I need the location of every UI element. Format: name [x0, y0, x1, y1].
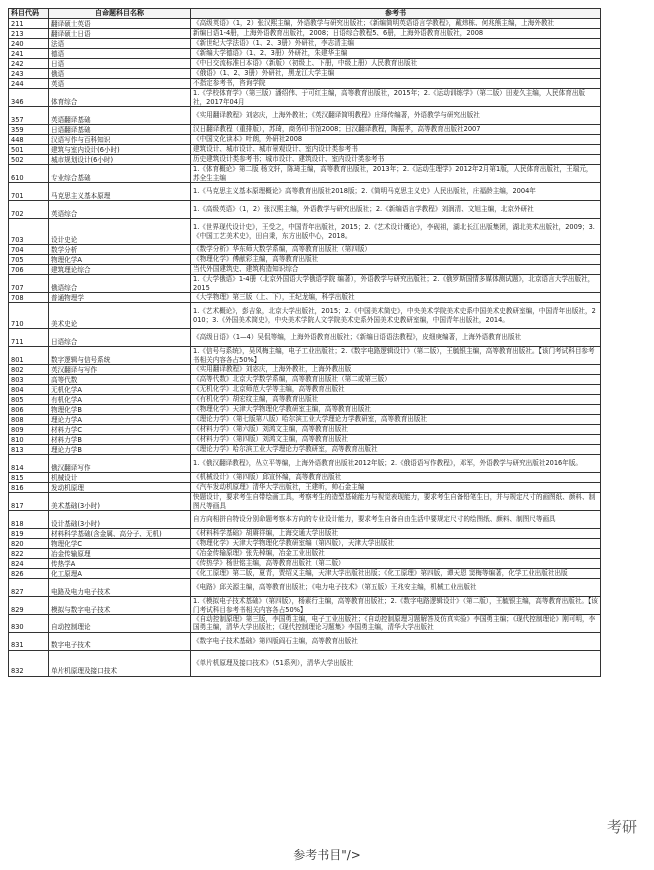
table-row: [9, 539, 601, 549]
table-row: [9, 165, 601, 183]
cell-reference: 《数字电子技术基础》第四版阎石主编，高等教育出版社: [191, 632, 601, 650]
cell-code: 815: [9, 473, 49, 483]
cell-code: 707: [9, 275, 49, 293]
cell-subject: 材料力学C: [49, 425, 191, 435]
cell-reference: 《高级英语》（1，2）张汉熙主编，外语教学与研究出版社；《新编简明英语语言学教程》，戴炜栋、何兆熊主编，上海外教社: [191, 19, 601, 29]
cell-subject: 专业综合基础: [49, 165, 191, 183]
cell-subject: 化工原理A: [49, 569, 191, 579]
header-code: 科目代码: [9, 9, 49, 19]
cell-reference: 建筑设计、城市设计、城市景观设计、室内设计类参考书: [191, 145, 601, 155]
table-row: [9, 219, 601, 245]
cell-code: 816: [9, 483, 49, 493]
cell-subject: 体育综合: [49, 89, 191, 107]
cell-code: 826: [9, 569, 49, 579]
table-row: [9, 529, 601, 539]
table-row: [9, 125, 601, 135]
cell-reference: 1.《俄汉翻译教程》，丛立平等编，上海外语教育出版社2012年版；2.《俄语语写作教程》，邓军，外语教学与研究出版社2016年版。: [191, 455, 601, 473]
cell-reference: 1.《高级英语》（1，2）张汉熙主编，外语教学与研究出版社；2.《新编语言学教程》刘润清、文旭主编，北京外研社: [191, 201, 601, 219]
table-row: [9, 135, 601, 145]
cell-code: 708: [9, 293, 49, 303]
cell-reference: 汉日翻译教程（重排版），苏琦，商务印书馆2008；日汉翻译教程，陶振孝，高等教育出版社2007: [191, 125, 601, 135]
table-row: [9, 415, 601, 425]
table-body: [9, 19, 601, 677]
cell-reference: 《电路》邱关源主编，高等教育出版社；《电力电子技术》（第五版）王兆安主编，机械工业出版社: [191, 579, 601, 597]
cell-reference: 自方向相拼自特设分别命题考察本方向的专业设计能力，要求考生自备自由生活中要规定尺寸的绘图纸、颜料、制图尺等画具: [191, 511, 601, 529]
cell-code: 359: [9, 125, 49, 135]
cell-subject: 翻译硕士日语: [49, 29, 191, 39]
cell-subject: 高等代数: [49, 375, 191, 385]
table-row: [9, 559, 601, 569]
cell-reference: 《中国文化读本》叶朗，外研社2008: [191, 135, 601, 145]
table-row: [9, 49, 601, 59]
cell-code: 244: [9, 79, 49, 89]
cell-code: 710: [9, 303, 49, 329]
table-row: [9, 650, 601, 676]
table-row: [9, 493, 601, 511]
reference-book-table: [8, 8, 601, 677]
cell-subject: 物理化学B: [49, 405, 191, 415]
cell-subject: 物理化学C: [49, 539, 191, 549]
cell-subject: 理论力学B: [49, 445, 191, 455]
cell-subject: 俄语综合: [49, 275, 191, 293]
table-row: [9, 39, 601, 49]
cell-subject: 英汉翻译与写作: [49, 365, 191, 375]
table-row: [9, 395, 601, 405]
cell-reference: 1.《世界现代设计史》，王受之，中国青年出版社，2015；2.《艺术设计概论》，李砚祖，湖北长江出版集团，湖北美术出版社，2009；3.《中国工艺美术史》，田自秉，东方出版中心，2018。: [191, 219, 601, 245]
cell-code: 701: [9, 183, 49, 201]
table-row: [9, 245, 601, 255]
cell-subject: 翻译硕士英语: [49, 19, 191, 29]
cell-reference: 1.《体育概论》第二版 杨文轩，陈琦主编，高等教育出版社，2013年；2.《运动生理学》2012年2月第1版，人民体育出版社，王瑞元，苏全生主编: [191, 165, 601, 183]
cell-subject: 传热学A: [49, 559, 191, 569]
cell-subject: 英语翻译基础: [49, 107, 191, 125]
table-row: [9, 255, 601, 265]
cell-subject: 建筑理论综合: [49, 265, 191, 275]
cell-reference: 1.《信号与系统》，吴风梅主编，电子工业出版社；2.《数字电路逻辑设计》（第二版），王毓银主编，高等教育出版社。【该门考试科目参考书相关内容各占50%】: [191, 347, 601, 365]
cell-code: 706: [9, 265, 49, 275]
cell-subject: 模拟与数字电子技术: [49, 597, 191, 615]
cell-subject: 发动机原理: [49, 483, 191, 493]
cell-code: 448: [9, 135, 49, 145]
cell-reference: 《材料力学》（第四版）刘鸿文主编，高等教育出版社: [191, 435, 601, 445]
cell-subject: 英语综合: [49, 201, 191, 219]
cell-code: 813: [9, 445, 49, 455]
cell-reference: 《高等代数》北京大学数学系编，高等教育出版社（第二或第三版）: [191, 375, 601, 385]
cell-code: 241: [9, 49, 49, 59]
cell-subject: 城市规划设计(6小时): [49, 155, 191, 165]
table-row: [9, 405, 601, 415]
cell-subject: 日语翻译基础: [49, 125, 191, 135]
cell-reference: 《机械设计》（第四版）邱宣怀编，高等教育出版社: [191, 473, 601, 483]
cell-reference: 《化工原理》第二版，夏青，贾绍义主编，天津大学出版社出版；《化工原理》第四版，谭天恩 窦梅等编著，化学工业出版社出版: [191, 569, 601, 579]
cell-subject: 冶金传输原理: [49, 549, 191, 559]
cell-code: 502: [9, 155, 49, 165]
cell-code: 346: [9, 89, 49, 107]
header-reference: 参考书: [191, 9, 601, 19]
cell-subject: 自动控制理论: [49, 615, 191, 633]
cell-code: 820: [9, 539, 49, 549]
cell-reference: 《理论力学》哈尔滨工业大学理论力学教研室，高等教育出版社: [191, 445, 601, 455]
cell-reference: 《实用翻译教程》刘宓庆，上海外教社，上海外教出版: [191, 365, 601, 375]
cell-reference: 1.《艺术概论》，彭吉象，北京大学出版社，2015；2.《中国美术简史》，中央美术学院美术史系中国美术史教研室编，中国青年出版社，2010；3.《外国美术简史》，中央美术学院人文学院美术史系外国美术史教研室编，中国青年出版社，2014。: [191, 303, 601, 329]
cell-subject: 材料科学基础(含金属、高分子、无机): [49, 529, 191, 539]
table-row: [9, 549, 601, 559]
cell-reference: 新编日语1-4册，上海外语教育出版社，2008；日语综合教程5、6册，上海外语教育出版社，2008: [191, 29, 601, 39]
cell-reference: 《理论力学》（第七版第八版）哈尔滨工业大学理论力学教研室，高等教育出版社: [191, 415, 601, 425]
cell-subject: 日语综合: [49, 329, 191, 347]
cell-subject: 数学分析: [49, 245, 191, 255]
table-row: [9, 483, 601, 493]
table-row: [9, 473, 601, 483]
table-row: [9, 201, 601, 219]
cell-reference: 《无机化学》北京师范大学等主编，高等教育出版社: [191, 385, 601, 395]
table-row: [9, 347, 601, 365]
cell-subject: 汉语写作与百科知识: [49, 135, 191, 145]
cell-code: 704: [9, 245, 49, 255]
cell-reference: 《俄语》（1、2、3册）外研社，黑龙江大学主编: [191, 69, 601, 79]
table-row: [9, 79, 601, 89]
cell-code: 827: [9, 579, 49, 597]
table-row: [9, 29, 601, 39]
cell-reference: 《物理化学》天津大学物理化学教研室编（第四版），天津大学出版社: [191, 539, 601, 549]
header-subject: 自命题科目名称: [49, 9, 191, 19]
cell-code: 803: [9, 375, 49, 385]
table-row: [9, 435, 601, 445]
cell-subject: 机械设计: [49, 473, 191, 483]
cell-subject: 俄语: [49, 69, 191, 79]
table-row: [9, 569, 601, 579]
cell-subject: 设计基础(3小时): [49, 511, 191, 529]
table-row: [9, 615, 601, 633]
image-caption: 参考书目"/>: [293, 848, 361, 862]
cell-subject: 普通物理学: [49, 293, 191, 303]
cell-reference: 《新编大学德语》（1、2、3册）外研社，朱建华主编: [191, 49, 601, 59]
table-row: [9, 145, 601, 155]
table-row: [9, 579, 601, 597]
cell-subject: 日语: [49, 59, 191, 69]
cell-subject: 美术史论: [49, 303, 191, 329]
cell-subject: 材料力学B: [49, 435, 191, 445]
cell-code: 610: [9, 165, 49, 183]
cell-reference: 快题设计，要求考生自带绘画工具，考察考生的造型基础能力与视觉表现能力，要求考生自备铅笔生日，并与规定尺寸的画图纸、颜料、制图尺等画具: [191, 493, 601, 511]
cell-code: 824: [9, 559, 49, 569]
cell-subject: 数字逻辑与信号系统: [49, 347, 191, 365]
cell-reference: 1.《学校体育学》（第三版）潘绍伟、于可红主编，高等教育出版社，2015年；2.《运动训练学》（第二版）田麦久主编，人民体育出版社，2017年04月: [191, 89, 601, 107]
cell-code: 832: [9, 650, 49, 676]
table-row: [9, 445, 601, 455]
cell-code: 705: [9, 255, 49, 265]
cell-reference: 《材料力学》（第六版）刘鸿文主编，高等教育出版社: [191, 425, 601, 435]
cell-reference: 《数学分析》华东师大数学系编，高等教育出版社（第四版）: [191, 245, 601, 255]
cell-code: 829: [9, 597, 49, 615]
cell-reference: 《有机化学》胡宏纹主编，高等教育出版社: [191, 395, 601, 405]
cell-reference: 《汽车发动机原理》清华大学出版社，王建昕，帅石金主编: [191, 483, 601, 493]
cell-code: 804: [9, 385, 49, 395]
cell-reference: 《物理化学》傅献彩主编，高等教育出版社: [191, 255, 601, 265]
cell-code: 802: [9, 365, 49, 375]
cell-reference: 《物理化学》天津大学物理化学教研室主编，高等教育出版社: [191, 405, 601, 415]
cell-reference: 历史建筑设计类参考书；城市设计、建筑设计、室内设计类参考书: [191, 155, 601, 165]
table-row: [9, 293, 601, 303]
table-row: [9, 365, 601, 375]
cell-code: 703: [9, 219, 49, 245]
cell-code: 831: [9, 632, 49, 650]
cell-subject: 设计史论: [49, 219, 191, 245]
cell-subject: 德语: [49, 49, 191, 59]
cell-subject: 美术基础(3小时): [49, 493, 191, 511]
cell-code: 805: [9, 395, 49, 405]
table-row: [9, 455, 601, 473]
cell-code: 211: [9, 19, 49, 29]
cell-code: 711: [9, 329, 49, 347]
cell-reference: 1.《马克思主义基本原理概论》高等教育出版社2018版；2.《简明马克思主义史》人民出版社，庄福龄主编，2004年: [191, 183, 601, 201]
cell-reference: 《自动控制原理》第三版，李国勇主编，电子工业出版社；《自动控制原理习题解答及仿真实验》李国勇主编；《现代控制理论》刚可明，李国勇主编，清华大学出版社；《现代控制理论习题集》李国勇主编，清华大学出版社: [191, 615, 601, 633]
cell-code: 357: [9, 107, 49, 125]
cell-reference: 《大学物理》第三版（上、下），王纪龙编，科学出版社: [191, 293, 601, 303]
table-row: [9, 632, 601, 650]
cell-reference: 《高级日语》（1—4）吴侃等编，上海外语教育出版社；《新编日语语法教程》，皮细庚编著，上海外语教育出版社: [191, 329, 601, 347]
cell-code: 818: [9, 511, 49, 529]
table-row: [9, 511, 601, 529]
table-row: [9, 69, 601, 79]
cell-subject: 理论力学A: [49, 415, 191, 425]
table-row: [9, 59, 601, 69]
cell-subject: 物理化学A: [49, 255, 191, 265]
cell-reference: 《传热学》杨世铭主编，高等教育出版社（第二版）: [191, 559, 601, 569]
cell-subject: 俄汉翻译写作: [49, 455, 191, 473]
cell-code: 817: [9, 493, 49, 511]
table-row: [9, 19, 601, 29]
cell-subject: 无机化学A: [49, 385, 191, 395]
cell-code: 240: [9, 39, 49, 49]
cell-reference: 1.《大学俄语》1-4册（北京外国语大学俄语学院 编著），外语教学与研究出版社；2.《俄罗斯国情多媒体测试题》，北京语言大学出版社，2015: [191, 275, 601, 293]
cell-code: 809: [9, 425, 49, 435]
cell-code: 814: [9, 455, 49, 473]
table-row: [9, 375, 601, 385]
cell-subject: 法语: [49, 39, 191, 49]
cell-subject: 马克思主义基本原理: [49, 183, 191, 201]
table-row: [9, 183, 601, 201]
table-row: [9, 107, 601, 125]
table-row: [9, 155, 601, 165]
table-row: [9, 385, 601, 395]
cell-code: 243: [9, 69, 49, 79]
table-row: [9, 303, 601, 329]
watermark-side-text: 考研: [607, 818, 638, 836]
document-page: [8, 8, 600, 677]
cell-reference: 《单片机原理及接口技术》（51系列），清华大学出版社: [191, 650, 601, 676]
cell-reference: 《材料科学基础》胡赓祥编，上海交通大学出版社: [191, 529, 601, 539]
table-row: [9, 275, 601, 293]
cell-subject: 有机化学A: [49, 395, 191, 405]
cell-code: 830: [9, 615, 49, 633]
cell-code: 810: [9, 435, 49, 445]
cell-reference: 不指定参考书，咨询学院: [191, 79, 601, 89]
cell-code: 702: [9, 201, 49, 219]
cell-subject: 电路及电力电子技术: [49, 579, 191, 597]
cell-code: 242: [9, 59, 49, 69]
cell-reference: 《实用翻译教程》刘宓庆，上海外教社；《英汉翻译简明教程》庄绎传编著，外语教学与研究出版社: [191, 107, 601, 125]
cell-subject: 英语: [49, 79, 191, 89]
cell-reference: 《中日交流标准日本语》（新版）（初级上、下册，中级上册）人民教育出版社: [191, 59, 601, 69]
cell-subject: 建筑与室内设计(6小时): [49, 145, 191, 155]
cell-reference: 1.《模拟电子技术基础》（第四版），杨素行主编，高等教育出版社；2.《数字电路逻辑设计》（第二版），王毓银主编，高等教育出版社。【该门考试科目参考书相关内容各占50%】: [191, 597, 601, 615]
cell-code: 806: [9, 405, 49, 415]
cell-reference: 《新世纪大学法语》（1、2、3册）外研社，李志清主编: [191, 39, 601, 49]
cell-subject: 数字电子技术: [49, 632, 191, 650]
cell-code: 808: [9, 415, 49, 425]
cell-code: 501: [9, 145, 49, 155]
table-row: [9, 265, 601, 275]
cell-reference: 当代外国建筑史、建筑构造知识综合: [191, 265, 601, 275]
cell-code: 801: [9, 347, 49, 365]
table-row: [9, 425, 601, 435]
table-row: [9, 89, 601, 107]
cell-reference: 《冶金传输原理》张先棹编，冶金工业出版社: [191, 549, 601, 559]
cell-code: 822: [9, 549, 49, 559]
cell-subject: 单片机原理及接口技术: [49, 650, 191, 676]
table-row: [9, 597, 601, 615]
cell-code: 213: [9, 29, 49, 39]
cell-code: 819: [9, 529, 49, 539]
table-header-row: [9, 9, 601, 19]
table-row: [9, 329, 601, 347]
